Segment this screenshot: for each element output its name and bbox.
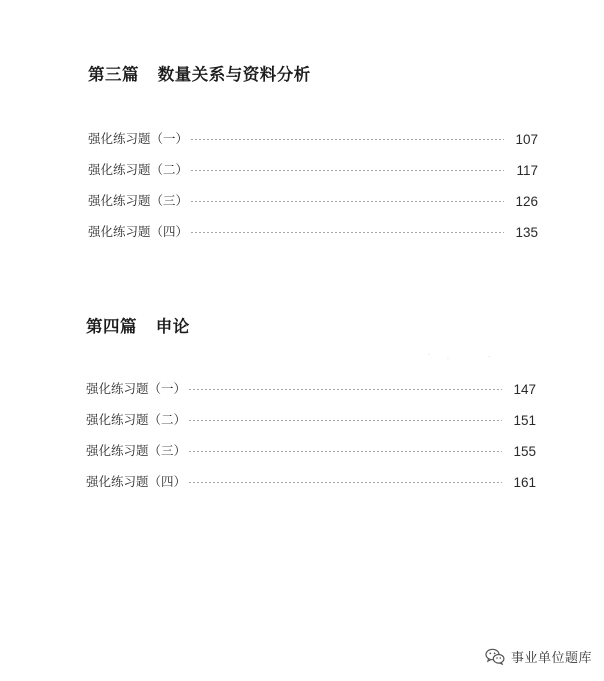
- toc-entry-page: 147: [513, 382, 536, 397]
- toc-list: [86, 372, 536, 496]
- toc-entry-label: 强化练习题（四）: [88, 223, 189, 239]
- toc-entry[interactable]: [86, 434, 536, 465]
- toc-entry-page: 161: [513, 475, 536, 490]
- toc-entry[interactable]: [86, 465, 536, 496]
- toc-entry-page: 107: [515, 132, 538, 147]
- toc-entry-label: 强化练习题（一）: [88, 130, 189, 146]
- watermark-text: 事业单位题库: [510, 651, 592, 666]
- toc-entry-label: 强化练习题（一）: [86, 380, 187, 396]
- toc-entry-label: 强化练习题（二）: [86, 411, 187, 427]
- toc-entry-page: 151: [513, 413, 536, 428]
- watermark: [485, 647, 592, 666]
- scan-speck: ·: [447, 356, 449, 363]
- toc-entry-page: 155: [513, 444, 536, 459]
- toc-entry[interactable]: [88, 215, 538, 246]
- dot-leader: [190, 232, 504, 233]
- dot-leader: [188, 420, 502, 421]
- toc-list: [88, 122, 538, 246]
- toc-entry-page: 135: [515, 225, 538, 240]
- dot-leader: [188, 451, 502, 452]
- scan-speck: ·: [428, 352, 430, 359]
- section-title: 第三篇 数量关系与资料分析: [88, 65, 311, 84]
- toc-entry[interactable]: [88, 184, 538, 215]
- toc-entry[interactable]: [86, 372, 536, 403]
- dot-leader: [188, 389, 502, 390]
- toc-entry-label: 强化练习题（四）: [86, 473, 187, 489]
- toc-entry[interactable]: [88, 153, 538, 184]
- toc-entry-label: 强化练习题（二）: [88, 161, 189, 177]
- scan-speck: ·: [488, 354, 490, 361]
- toc-entry[interactable]: [86, 403, 536, 434]
- dot-leader: [190, 139, 504, 140]
- toc-entry-label: 强化练习题（三）: [86, 442, 187, 458]
- dot-leader: [188, 482, 502, 483]
- wechat-icon: [485, 648, 505, 665]
- toc-entry-page: 126: [515, 194, 538, 209]
- dot-leader: [190, 201, 504, 202]
- dot-leader: [190, 170, 504, 171]
- section-title: 第四篇 申论: [86, 317, 190, 336]
- toc-entry-page: 117: [516, 163, 538, 178]
- toc-entry-label: 强化练习题（三）: [88, 192, 189, 208]
- toc-entry[interactable]: [88, 122, 538, 153]
